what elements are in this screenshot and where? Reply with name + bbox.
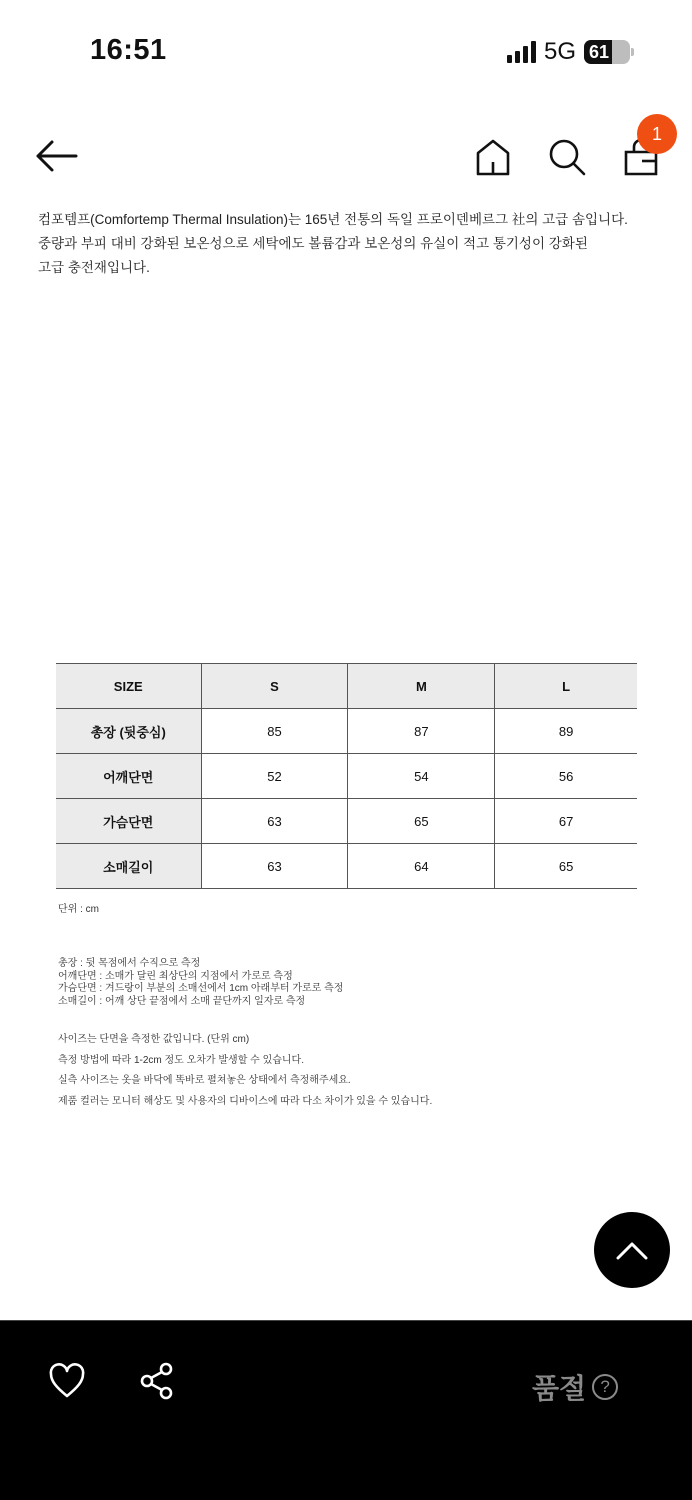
home-icon [474,138,512,176]
header-cell: SIZE [56,664,201,709]
table-header-row [56,664,637,709]
signal-icon [507,41,536,63]
note-line: 제품 컬러는 모니터 해상도 및 사용자의 디바이스에 따라 다소 차이가 있을 수 있습니다. [58,1095,433,1107]
table-row [56,844,637,889]
unit-label: 단위 : cm [58,904,99,915]
description-line: 컴포템프(Comfortemp Thermal Insulation)는 165년 전통의 독일 프로이덴베르그 社의 고급 솜입니다. [38,212,628,227]
wishlist-button[interactable] [48,1363,86,1399]
table-cell: 65 [348,799,495,844]
sold-out-label: 품절 [532,1373,587,1404]
note-line: 가슴단면 : 겨드랑이 부분의 소매선에서 1cm 아래부터 가로로 측정 [58,983,344,994]
table-cell: 87 [348,709,495,754]
product-description [38,208,658,280]
battery-level: 61 [589,41,610,62]
table-cell: 56 [495,754,637,799]
general-notes [58,1030,432,1112]
note-line: 소매길이 : 어깨 상단 끝점에서 소매 끝단까지 일자로 측정 [58,995,306,1007]
home-button[interactable] [474,138,512,176]
clock: 16:51 [90,34,167,66]
header-cell: M [348,664,495,709]
question-circle-icon[interactable]: ? [592,1374,618,1400]
sold-out-status [532,1367,618,1407]
note-line: 사이즈는 단면을 측정한 값입니다. (단위 cm) [58,1034,250,1045]
description-line: 고급 충전재입니다. [38,260,150,275]
table-cell: 89 [495,709,637,754]
cart-count-badge: 1 [637,114,677,154]
note-line: 실측 사이즈는 옷을 바닥에 똑바로 펼쳐놓은 상태에서 측정해주세요. [58,1075,351,1086]
header-cell: S [201,664,348,709]
arrow-left-icon [34,138,78,174]
scroll-top-button[interactable] [594,1212,670,1288]
row-label: 어깨단면 [56,754,201,799]
status-indicators [507,38,634,66]
share-icon [138,1361,176,1401]
share-button[interactable] [138,1361,176,1401]
bottom-action-bar [0,1320,692,1500]
note-line: 측정 방법에 따라 1-2cm 정도 오차가 발생할 수 있습니다. [58,1054,304,1066]
table-cell: 52 [201,754,348,799]
table-cell: 63 [201,799,348,844]
row-label: 총장 (뒷중심) [56,709,201,754]
header-cell: L [495,664,637,709]
table-row [56,754,637,799]
description-line: 중량과 부피 대비 강화된 보온성으로 세탁에도 볼륨감과 보온성의 유실이 적고 통기성이 강화된 [38,236,588,251]
search-icon [548,138,586,176]
note-line: 어깨단면 : 소매가 달린 최상단의 지점에서 가로로 측정 [58,970,293,982]
table-cell: 85 [201,709,348,754]
table-row [56,799,637,844]
row-label: 소매길이 [56,844,201,889]
status-bar [0,0,692,100]
table-cell: 54 [348,754,495,799]
measurement-notes [58,958,343,1008]
top-nav [0,120,692,192]
table-cell: 63 [201,844,348,889]
back-button[interactable] [34,138,78,174]
row-label: 가슴단면 [56,799,201,844]
table-cell: 65 [495,844,637,889]
battery-icon [584,40,634,64]
chevron-up-icon [615,1239,649,1261]
heart-icon [48,1363,86,1399]
table-cell: 64 [348,844,495,889]
table-row [56,709,637,754]
network-type: 5G [543,38,576,65]
table-cell: 67 [495,799,637,844]
search-button[interactable] [548,138,586,176]
size-table [56,663,637,889]
note-line: 총장 : 뒷 목점에서 수직으로 측정 [58,958,201,969]
